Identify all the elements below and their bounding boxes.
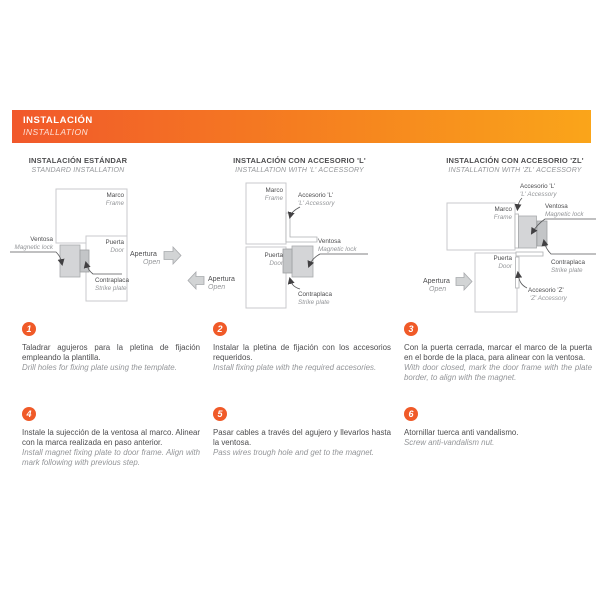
open-label-es: Apertura bbox=[423, 278, 450, 285]
open-label-es: Apertura bbox=[130, 251, 157, 258]
z-accessory-label-en: 'Z' Accessory bbox=[530, 295, 567, 302]
frame-label-es: Marco bbox=[494, 206, 512, 213]
strike-plate-label-en: Strike plate bbox=[95, 285, 127, 292]
step-3 bbox=[404, 322, 592, 407]
strike-plate-label-en: Strike plate bbox=[551, 267, 583, 274]
z-accessory-horizontal bbox=[516, 252, 543, 256]
strike-plate-label-es: Contraplaca bbox=[551, 259, 585, 266]
step-5-text-en: Pass wires trough hole and get to the magnet. bbox=[213, 448, 374, 458]
step-1 bbox=[22, 322, 200, 407]
leader-magnetic-lock bbox=[309, 254, 368, 266]
step-6-text-es: Atornillar tuerca anti vandalismo. bbox=[404, 428, 519, 437]
l-accessory-label-es: Accesorio 'L' bbox=[520, 183, 556, 190]
step-2-badge: 2 bbox=[213, 322, 227, 336]
step-4-text-es: Instale la sujección de la ventosa al marco. Alinear con la marca realizada en paso anterior. bbox=[22, 428, 200, 448]
open-label-en: Open bbox=[143, 259, 161, 266]
step-3-badge: 3 bbox=[404, 322, 418, 336]
magnetic-lock-block bbox=[292, 246, 313, 277]
l-accessory-bracket bbox=[286, 213, 317, 242]
leader-l-accessory bbox=[518, 198, 523, 209]
open-label-en: Open bbox=[208, 284, 226, 291]
magnetic-lock-label-es: Ventosa bbox=[30, 236, 53, 243]
open-direction-arrow bbox=[164, 247, 181, 264]
step-1-text-es: Taladrar agujeros para la pletina de fijación empleando la plantilla. bbox=[22, 343, 200, 363]
magnetic-lock-label-es: Ventosa bbox=[318, 238, 341, 245]
l-accessory-label-en: 'L' Accessory bbox=[298, 200, 335, 207]
column-title-en: INSTALLATION WITH 'L' ACCESSORY bbox=[235, 167, 364, 174]
magnetic-lock-label-en: Magnetic lock bbox=[14, 244, 53, 251]
frame-label-es: Marco bbox=[106, 192, 124, 199]
l-accessory-label-es: Accesorio 'L' bbox=[298, 192, 334, 199]
step-5-text-es: Pasar cables a través del agujero y llevarlos hasta la ventosa. bbox=[213, 428, 391, 448]
step-6-badge: 6 bbox=[404, 407, 418, 421]
step-3-text-en: With door closed, mark the door frame with the plate border, to align with the magnet. bbox=[404, 363, 592, 383]
column-title-es: INSTALACIÓN CON ACCESORIO 'L' bbox=[233, 156, 366, 165]
frame-label-en: Frame bbox=[493, 214, 512, 221]
leader-magnetic-lock bbox=[10, 252, 62, 264]
frame-label-en: Frame bbox=[264, 195, 283, 202]
diagram-l-accessory bbox=[188, 183, 368, 308]
door-label-en: Door bbox=[269, 260, 283, 267]
leader-l-accessory bbox=[290, 207, 300, 217]
step-2-text-es: Instalar la pletina de fijación con los accesorios requeridos. bbox=[213, 343, 391, 363]
open-direction-arrow bbox=[188, 272, 204, 289]
magnetic-lock-label-es: Ventosa bbox=[545, 203, 568, 210]
step-5 bbox=[213, 407, 391, 468]
step-2-text-en: Install fixing plate with the required accesories. bbox=[213, 363, 377, 373]
step-3-text-es: Con la puerta cerrada, marcar el marco de la puerta en el borde de la placa, para alinear con la ventosa. bbox=[404, 343, 592, 363]
magnetic-lock-label-en: Magnetic lock bbox=[318, 246, 357, 253]
door-label-es: Puerta bbox=[105, 239, 124, 246]
l-accessory-label-en: 'L' Accessory bbox=[520, 191, 557, 198]
column-header-l-accessory bbox=[212, 156, 387, 174]
step-4-text-en: Install magnet fixing plate to door frame. Align with mark following with previous step. bbox=[22, 448, 200, 468]
strike-plate-block bbox=[80, 250, 89, 272]
column-title-es: INSTALACIÓN CON ACCESORIO 'ZL' bbox=[446, 156, 584, 165]
frame-label-en: Frame bbox=[105, 200, 124, 207]
column-title-es: INSTALACIÓN ESTÁNDAR bbox=[28, 156, 128, 165]
magnetic-lock-label-en: Magnetic lock bbox=[545, 211, 584, 218]
strike-plate-block bbox=[283, 249, 292, 273]
step-4-badge: 4 bbox=[22, 407, 36, 421]
column-title-en: STANDARD INSTALLATION bbox=[31, 167, 125, 174]
column-header-standard bbox=[5, 156, 151, 174]
step-2 bbox=[213, 322, 391, 407]
door-label-en: Door bbox=[110, 247, 124, 254]
step-6 bbox=[404, 407, 592, 468]
diagram-zl-accessory bbox=[423, 183, 596, 312]
column-header-zl-accessory bbox=[424, 156, 600, 174]
l-accessory-strip bbox=[515, 214, 519, 248]
installation-diagrams bbox=[0, 180, 600, 318]
step-1-badge: 1 bbox=[22, 322, 36, 336]
z-accessory-label-es: Accesorio 'Z' bbox=[528, 287, 564, 294]
leader-strike-plate bbox=[290, 279, 300, 289]
step-4 bbox=[22, 407, 200, 468]
open-label-es: Apertura bbox=[208, 276, 235, 283]
leader-strike-plate bbox=[544, 241, 596, 254]
column-title-en: INSTALLATION WITH 'ZL' ACCESSORY bbox=[448, 167, 582, 174]
open-label-en: Open bbox=[429, 286, 447, 293]
step-1-text-en: Drill holes for fixing plate using the template. bbox=[22, 363, 177, 373]
strike-plate-label-en: Strike plate bbox=[298, 299, 330, 306]
strike-plate-label-es: Contraplaca bbox=[298, 291, 332, 298]
step-6-text-en: Screw anti-vandalism nut. bbox=[404, 438, 495, 448]
section-title-es: INSTALACIÓN bbox=[23, 115, 93, 126]
door-label-en: Door bbox=[498, 263, 512, 270]
steps-grid bbox=[22, 322, 592, 468]
open-direction-arrow bbox=[456, 273, 472, 290]
door-label-es: Puerta bbox=[493, 255, 512, 262]
door-label-es: Puerta bbox=[264, 252, 283, 259]
frame-label-es: Marco bbox=[265, 187, 283, 194]
section-header bbox=[12, 110, 591, 143]
magnetic-lock-block bbox=[519, 216, 537, 248]
z-accessory-strip bbox=[516, 257, 520, 288]
step-5-badge: 5 bbox=[213, 407, 227, 421]
diagram-standard bbox=[10, 189, 181, 301]
section-title-en: INSTALLATION bbox=[23, 127, 89, 137]
magnetic-lock-block bbox=[60, 245, 80, 277]
strike-plate-label-es: Contraplaca bbox=[95, 277, 129, 284]
